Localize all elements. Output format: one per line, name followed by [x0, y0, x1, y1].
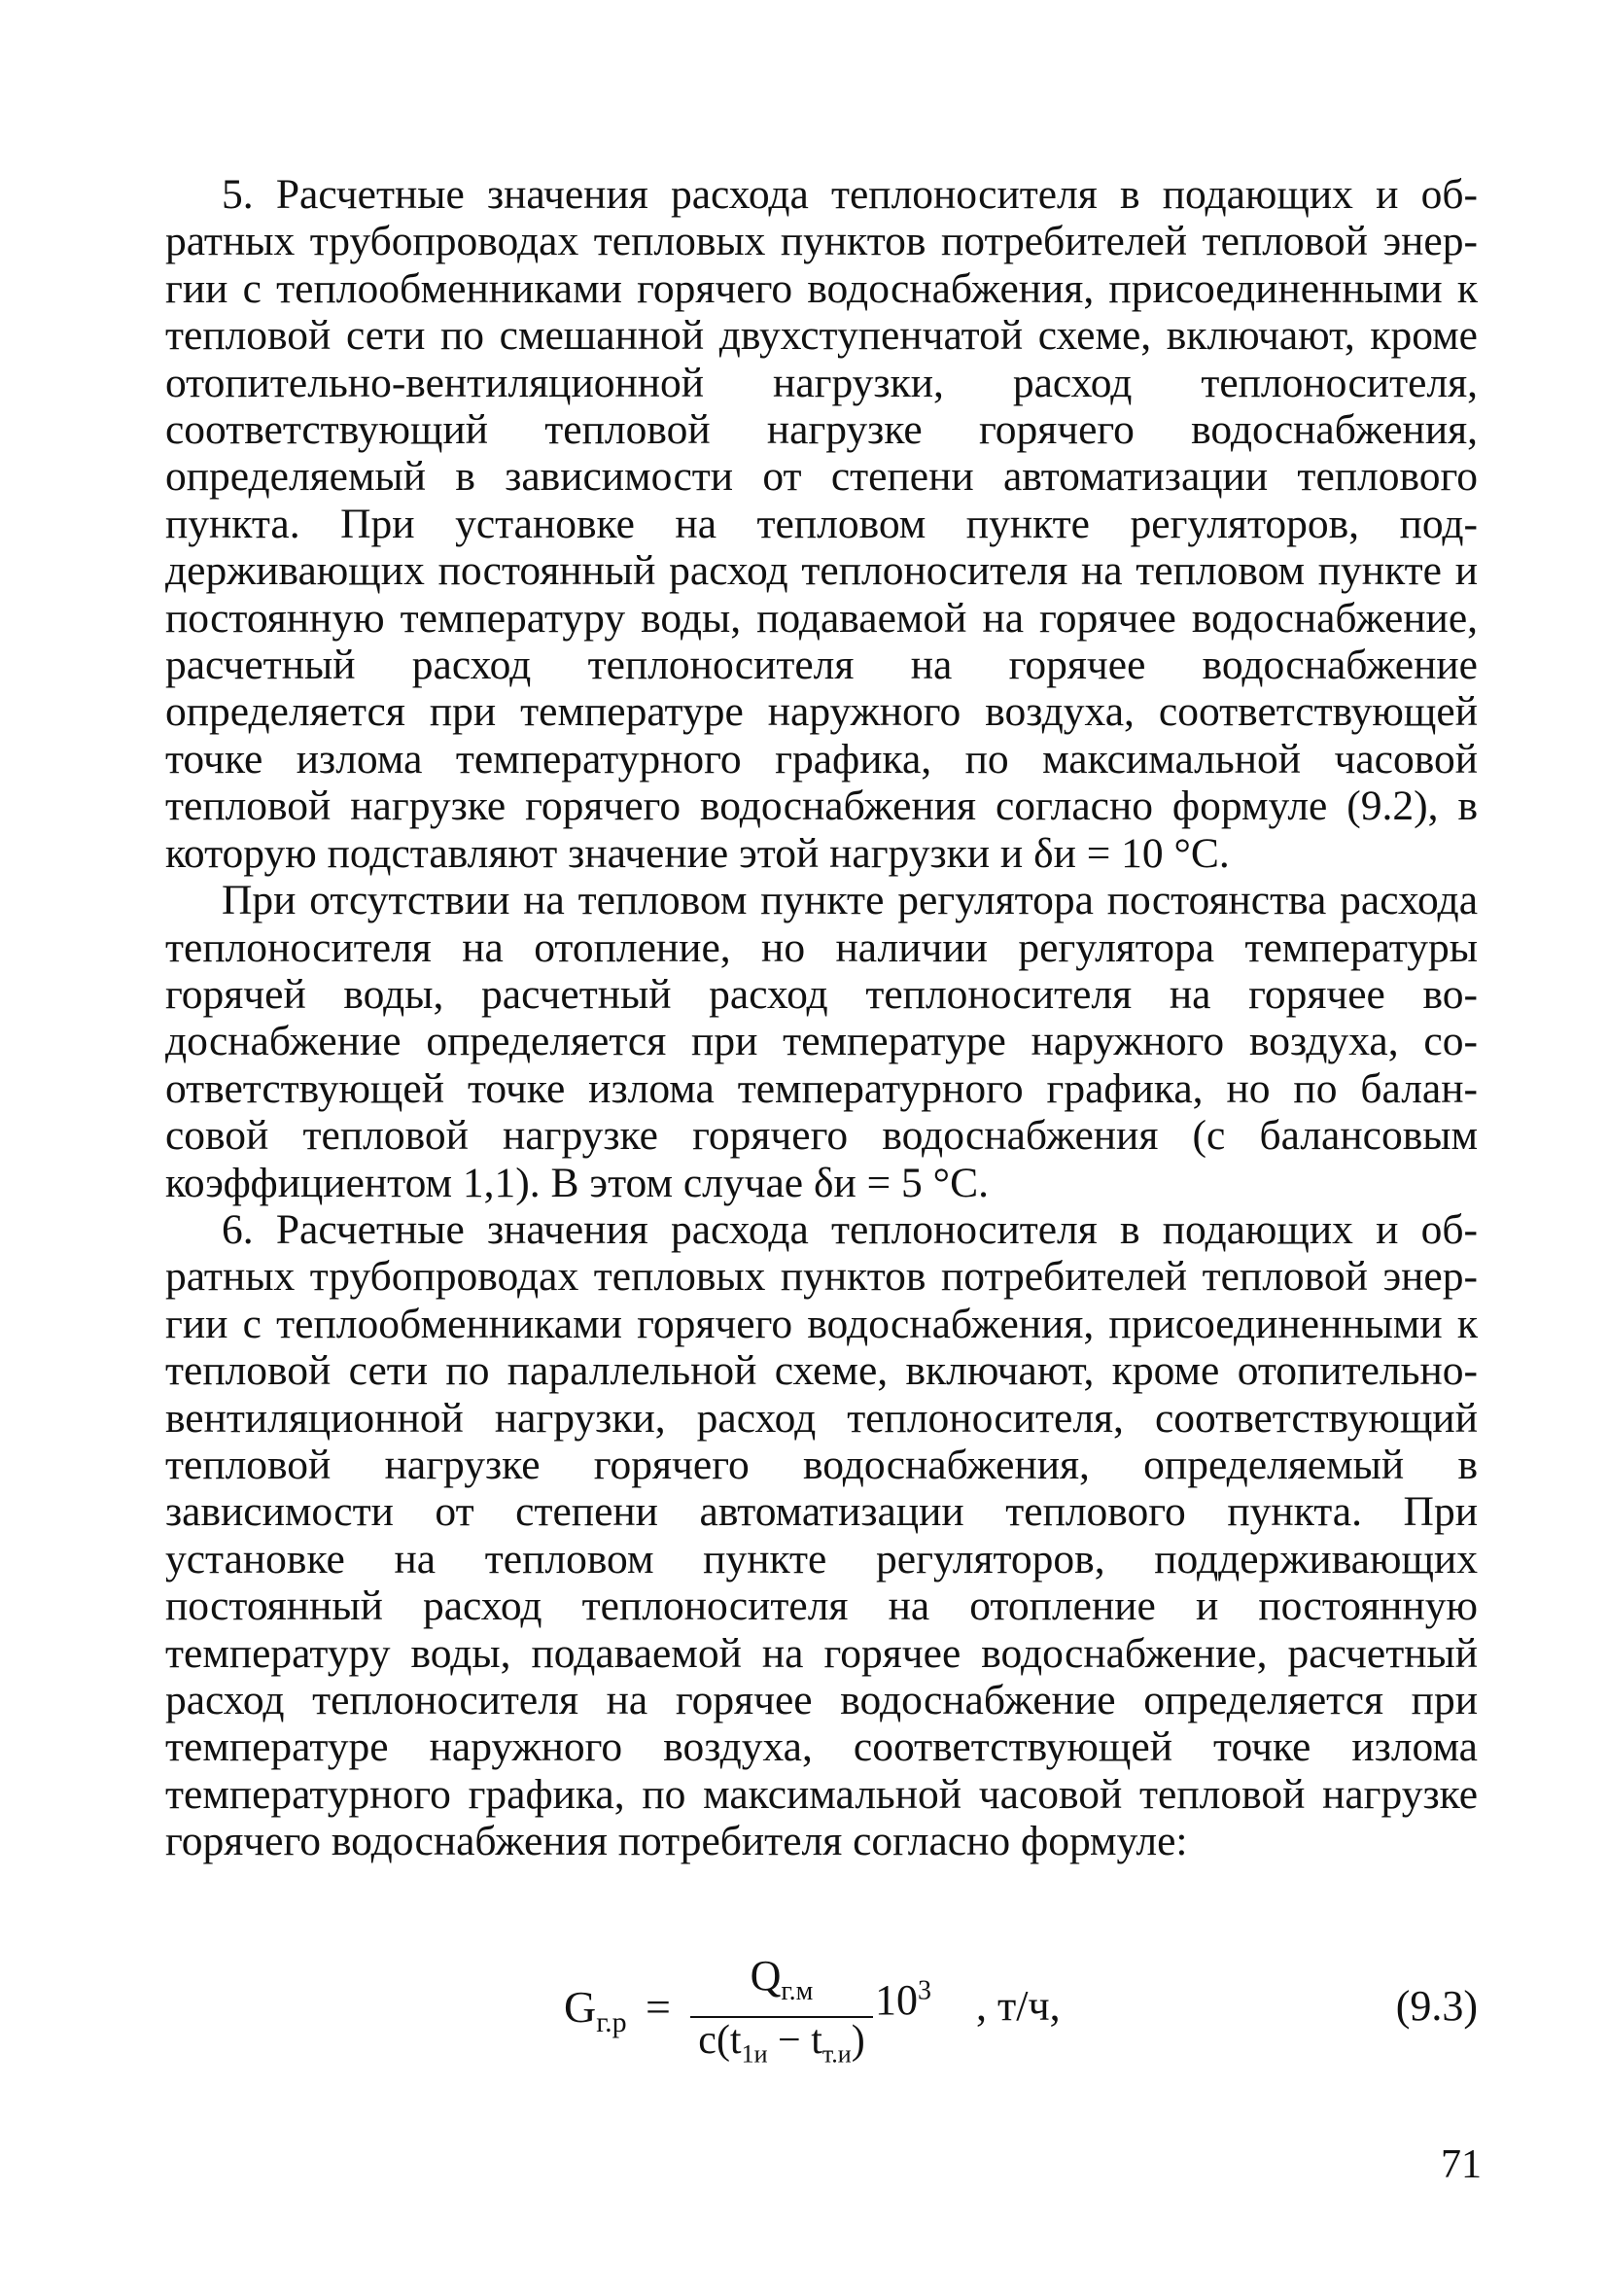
- body-text: [165, 171, 1478, 1865]
- formula-unit: , т/ч,: [976, 1982, 1061, 2030]
- page-number: 71: [1441, 2142, 1482, 2187]
- formula-equals: =: [646, 1982, 671, 2032]
- formula-numerator: $Q_{г.м}$: [750, 1952, 814, 2006]
- formula-lhs: $G_{г.р}$: [564, 1982, 627, 2039]
- paragraph-5: 5. Расчетные значения расхода теплоносителя в подающих и обратных трубопроводах тепловых пунктов потребителей тепловой энергии с теплообменниками горячего водоснабжения, присоединенными к тепловой сети по смешанной двухступенчатой схеме, включают, кроме отопительно-вентиляционной нагрузки, расход теплоносителя, соответствующий тепловой нагрузке горячего водоснабжения, определяемый в зависимости от степени автоматизации теплового пункта. При установке на тепловом пункте регуляторов, поддерживающих постоянный расход теплоносителя на тепловом пункте и постоянную температуру воды, подаваемой на горячее водоснабжение, расчетный расход теплоносителя на горячее водоснабжение определяется при температуре наружного воздуха, соответствующей точке излома температурного графика, по максимальной часовой тепловой нагрузке горячего водоснабжения согласно формуле (9.2), в которую подставляют значение этой нагрузки и δи = 10 °С.: [165, 171, 1478, 877]
- formula-number: (9.3): [1395, 1982, 1478, 2030]
- formula-multiplier: $10^3$: [875, 1975, 931, 2024]
- formula-9-3: [544, 1952, 1478, 2069]
- formula-fraction: [690, 1954, 873, 2076]
- formula-denominator: $c(t_{1и} - t_{т.и})$: [698, 2017, 865, 2069]
- paragraph-regulator: При отсутствии на тепловом пункте регулятора постоянства расхода теплоносителя на отопление, но наличии регулятора температуры горячей воды, расчетный расход теплоносителя на горячее водоснабжение определяется при температуре наружного воздуха, соответствующей точке излома температурного графика, но по балансовой тепловой нагрузке горячего водоснабжения (с балансовым коэффициентом 1,1). В этом случае δи = 5 °С.: [165, 877, 1478, 1206]
- paragraph-6: 6. Расчетные значения расхода теплоносителя в подающих и обратных трубопроводах тепловых пунктов потребителей тепловой энергии с теплообменниками горячего водоснабжения, присоединенными к тепловой сети по параллельной схеме, включают, кроме отопительно-вентиляционной нагрузки, расход теплоносителя, соответствующий тепловой нагрузке горячего водоснабжения, определяемый в зависимости от степени автоматизации теплового пункта. При установке на тепловом пункте регуляторов, поддерживающих постоянный расход теплоносителя на отопление и постоянную температуру воды, подаваемой на горячее водоснабжение, расчетный расход теплоносителя на горячее водоснабжение определяется при температуре наружного воздуха, соответствующей точке излома температурного графика, по максимальной часовой тепловой нагрузке горячего водоснабжения потребителя согласно формуле:: [165, 1205, 1478, 1865]
